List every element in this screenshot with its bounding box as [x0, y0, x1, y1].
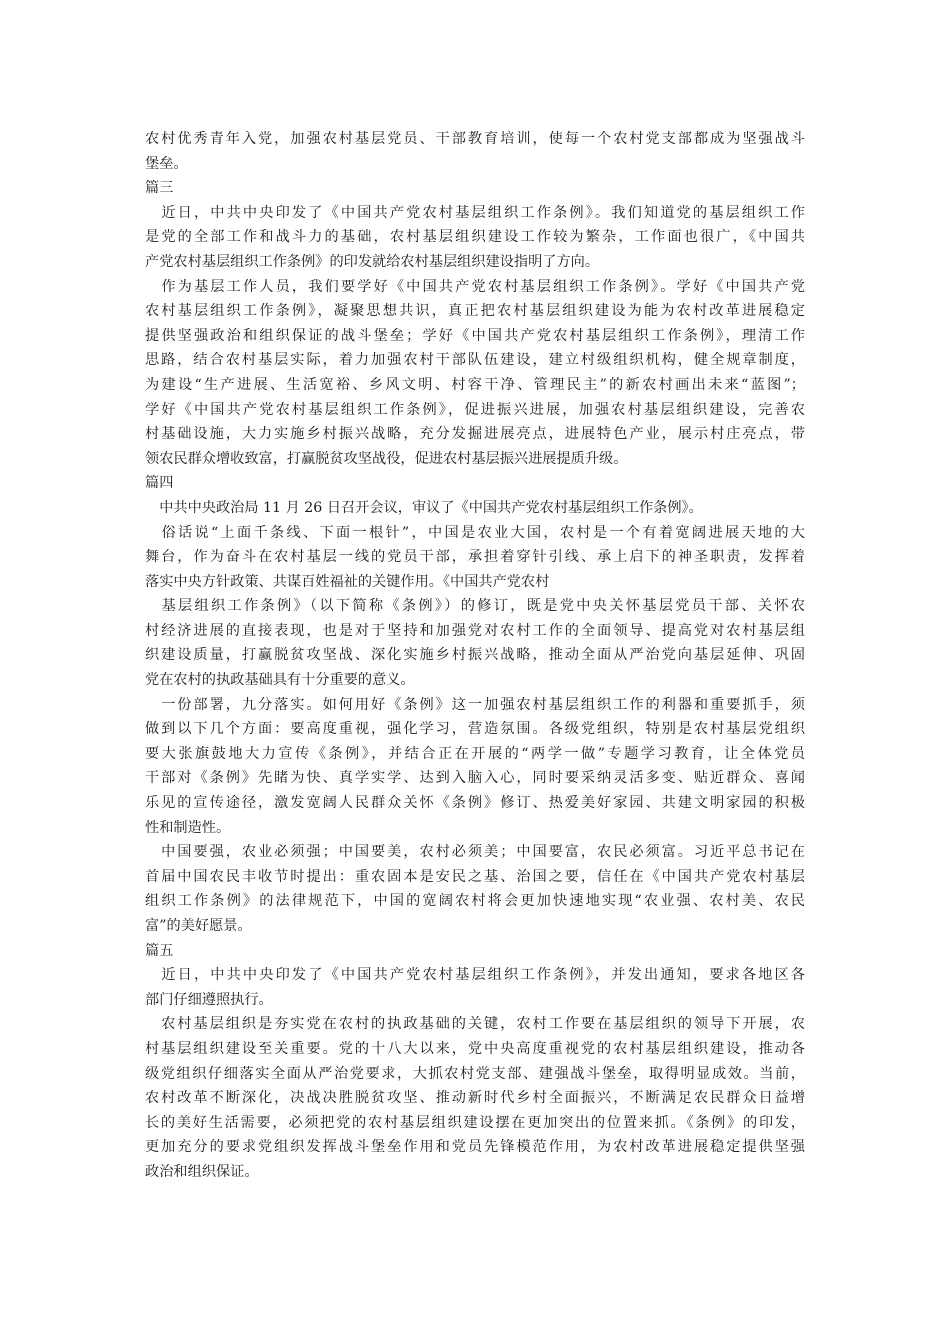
- text-line: 干部对《条例》先睹为快、真学实学、达到入脑入心，同时要采纳灵活多变、贴近群众、喜闻: [145, 770, 805, 787]
- text-line: 是党的全部工作和战斗力的基础，农村基层组织建设工作较为繁杂，工作面也很广，《中国共: [145, 229, 805, 246]
- text-line: 性和制造性。: [145, 819, 231, 836]
- text-line: 乐见的宣传途径，激发宽阔人民群众关怀《条例》修订、热爱美好家园、共建文明家园的积极: [145, 795, 805, 812]
- text-line: 舞台，作为奋斗在农村基层一线的党员干部，承担着穿针引线、承上启下的神圣职责，发挥着: [145, 549, 805, 566]
- text-line: 党在农村的执政基础具有十分重要的意义。: [145, 672, 415, 689]
- text-line: 产党农村基层组织工作条例》的印发就给农村基层组织建设指明了方向。: [145, 253, 600, 270]
- text-line: 部门仔细遵照执行。: [145, 991, 273, 1008]
- text-line: 提供坚强政治和组织保证的战斗堡垒；学好《中国共产党农村基层组织工作条例》，理清工作: [145, 327, 805, 344]
- text-line: 长的美好生活需要，必须把党的农村基层组织建设摆在更加突出的位置来抓。《条例》的印发，: [145, 1114, 805, 1131]
- text-line: 级党组织仔细落实全面从严治党要求，大抓农村党支部、建强战斗堡垒，取得明显成效。当前，: [145, 1065, 805, 1082]
- text-line: 村经济进展的直接表现，也是对于坚持和加强党对农村工作的全面领导、提高党对农村基层组: [145, 622, 805, 639]
- text-line: 农村基层组织是夯实党在农村的执政基础的关键，农村工作要在基层组织的领导下开展，农: [145, 1016, 805, 1033]
- text-line: 做到以下几个方面：要高度重视，强化学习，营造氛围。各级党组织，特别是农村基层党组织: [145, 721, 805, 738]
- text-line: 农村改革不断深化，决战决胜脱贫攻坚、推动新时代乡村全面振兴，不断满足农民群众日益增: [145, 1090, 805, 1107]
- text-line: 组织工作条例》的法律规范下，中国的宽阔农村将会更加快速地实现“农业强、农村美、农民: [145, 893, 805, 910]
- text-line: 一份部署，九分落实。如何用好《条例》这一加强农村基层组织工作的利器和重要抓手，须: [145, 696, 805, 713]
- text-line: 学好《中国共产党农村基层组织工作条例》，促进振兴进展，加强农村基层组织建设，完善农: [145, 401, 805, 418]
- text-line: 村基层组织建设至关重要。党的十八大以来，党中央高度重视党的农村基层组织建设，推动各: [145, 1040, 805, 1057]
- text-line: 首届中国农民丰收节时提出：重农固本是安民之基、治国之要，信任在《中国共产党农村基层: [145, 868, 805, 885]
- text-line: 作为基层工作人员，我们要学好《中国共产党农村基层组织工作条例》。学好《中国共产党: [145, 278, 805, 295]
- text-line: 更加充分的要求党组织发挥战斗堡垒作用和党员先锋模范作用，为农村改革进展稳定提供坚强: [145, 1139, 805, 1156]
- text-line: 农村优秀青年入党，加强农村基层党员、干部教育培训，使每一个农村党支部都成为坚强战斗: [145, 131, 805, 147]
- document-page: [145, 127, 805, 1185]
- text-line: 篇三: [145, 180, 174, 197]
- text-line: 篇五: [145, 942, 174, 959]
- text-line: 思路，结合农村基层实际，着力加强农村干部队伍建设，建立村级组织机构，健全规章制度，: [145, 352, 805, 369]
- text-line: 领农民群众增收致富，打赢脱贫攻坚战役，促进农村基层振兴进展提质升级。: [145, 450, 628, 467]
- text-line: 篇四: [145, 475, 174, 492]
- text-line: 俗话说“上面千条线、下面一根针”，中国是农业大国，农村是一个有着宽阔进展天地的大: [145, 524, 805, 541]
- text-line: 织建设质量，打赢脱贫攻坚战、深化实施乡村振兴战略，推动全面从严治党向基层延伸、巩固: [145, 647, 805, 664]
- text-line: 为建设“生产进展、生活宽裕、乡风文明、村容干净、管理民主”的新农村画出未来“蓝图”；: [145, 376, 805, 393]
- text-line: 富”的美好愿景。: [145, 918, 252, 934]
- text-line: 基层组织工作条例》（以下简称《条例》）的修订，既是党中央关怀基层党员干部、关怀农: [145, 598, 805, 615]
- text-line: 中共中央政治局 11 月 26 日召开会议，审议了《中国共产党农村基层组织工作条例》。: [145, 499, 703, 516]
- text-line: 村基础设施，大力实施乡村振兴战略，充分发掘进展亮点，进展特色产业，展示村庄亮点，带: [145, 426, 805, 443]
- text-line: 近日，中共中央印发了《中国共产党农村基层组织工作条例》。我们知道党的基层组织工作: [145, 204, 805, 221]
- text-line: 落实中央方针政策、共谋百姓福祉的关键作用。《中国共产党农村: [145, 573, 550, 590]
- text-line: 要大张旗鼓地大力宣传《条例》，并结合正在开展的“两学一做”专题学习教育，让全体党员: [145, 745, 805, 762]
- text-line: 堡垒。: [145, 155, 188, 172]
- text-line: 中国要强，农业必须强；中国要美，农村必须美；中国要富，农民必须富。习近平总书记在: [145, 844, 805, 861]
- text-line: 农村基层组织工作条例》，凝聚思想共识，真正把农村基层组织建设为能为农村改革进展稳定: [145, 303, 805, 320]
- text-line: 政治和组织保证。: [145, 1163, 259, 1180]
- text-line: 近日，中共中央印发了《中国共产党农村基层组织工作条例》，并发出通知，要求各地区各: [145, 967, 805, 984]
